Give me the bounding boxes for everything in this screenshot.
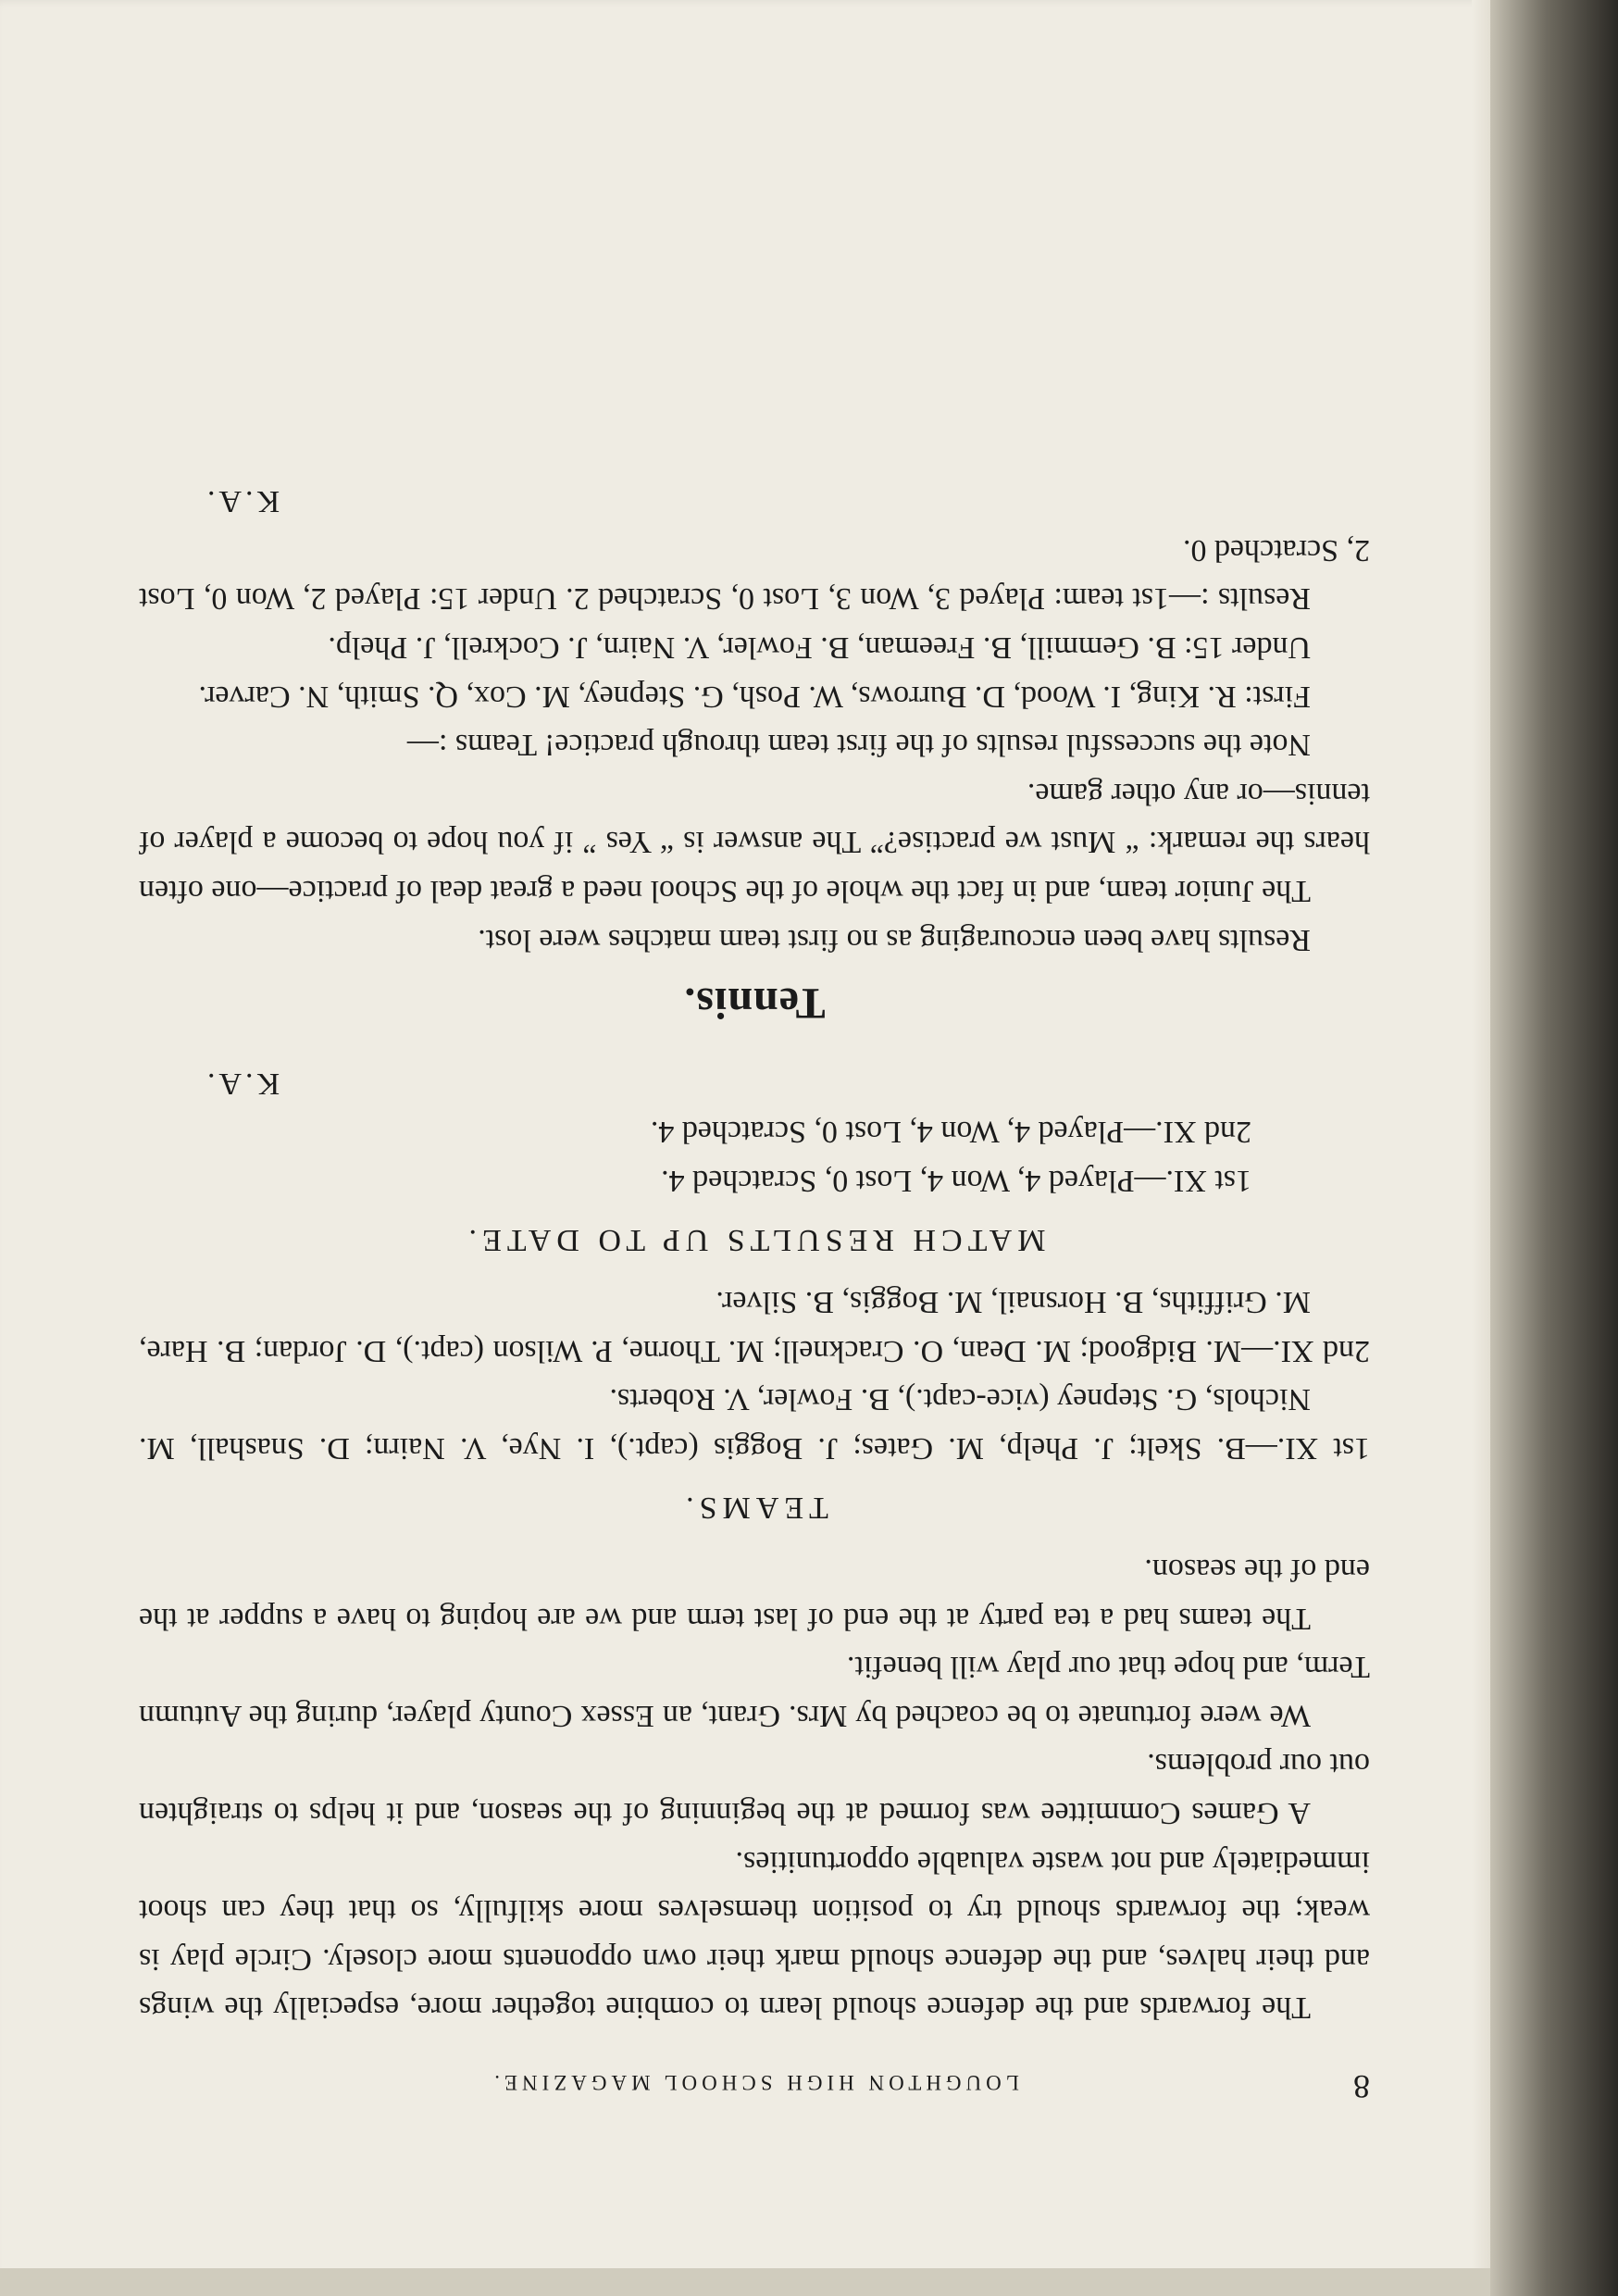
paragraph: A Games Committee was formed at the beginning of the season, and it helps to straighten out our problems. bbox=[139, 1747, 1370, 1831]
paragraph: The Junior team, and in fact the whole of the School need a great deal of practice—one often hears the remark: “ Must we practise?” The answer is “ Yes ” if you hope to become a player of tennis—or any other game. bbox=[139, 776, 1370, 908]
team-list-under-15: Under 15: B. Gemmill, B. Freeman, B. Fowler, V. Nairn, J. Cockrell, J. Phelp. bbox=[328, 630, 1311, 665]
book-spine-shadow bbox=[1488, 0, 1618, 2296]
running-head: LOUGHTON HIGH SCHOOL MAGAZINE. bbox=[490, 2071, 1019, 2094]
team-list-first-xi: 1st XI.—B. Skelt; J. Phelp, M. Gates; J. Boggis (capt.), I. Nye, V. Nairn; D. Snashall, M. Nichols, G. Stepney (vice-capt.), B. Fowler, V. Roberts. bbox=[139, 1382, 1370, 1466]
page-edge bbox=[1472, 0, 1490, 2296]
paragraph: Results have been encouraging as no first team matches were lost. bbox=[478, 922, 1311, 957]
page-bottom-edge bbox=[0, 2268, 1490, 2296]
paragraph: The teams had a tea party at the end of last term and we are hoping to have a supper at the end of the season. bbox=[139, 1553, 1370, 1636]
team-list-first: First: R. King, I. Wood, D. Burrows, W. Posh, G. Stepney, M. Cox, Q. Smith, N. Carver. bbox=[198, 679, 1311, 714]
page-content-rotated bbox=[139, 157, 1370, 2111]
author-signature: K.A. bbox=[204, 1066, 280, 1101]
paragraph: The forwards and the defence should learn to combine together more, especially the wings and their halves, and the defence should mark their own opponents more closely. Circle play is weak; the forwards should try to position themselves more skilfully, so that they can shoot immediately and not waste valuable opportunities. bbox=[139, 1844, 1370, 2026]
author-signature: K.A. bbox=[204, 484, 280, 519]
teams-heading: TEAMS. bbox=[680, 1491, 828, 1526]
page-number: 8 bbox=[1353, 2068, 1370, 2105]
tennis-report bbox=[139, 477, 1370, 1028]
team-list-second-xi: 2nd XI.—M. Bidgood; M. Dean, O. Cracknell; M. Thorne, P. Wilson (capt.), D. Jordan; B. Hare, M. Griffiths, B. Horsnail, M. Boggis, B. Silver. bbox=[139, 1285, 1370, 1368]
result-second-xi: 2nd XI.—Played 4, Won 4, Lost 0, Scratched 4. bbox=[650, 1115, 1251, 1150]
section-title: Tennis. bbox=[683, 979, 826, 1029]
tennis-results: Results :—1st team: Played 3, Won 3, Lost 0, Scratched 2. Under 15: Played 2, Won 0, Lost 2, Scratched 0. bbox=[139, 532, 1370, 617]
page-header bbox=[139, 2057, 1370, 2111]
paragraph: Note the successful results of the first team through practice! Teams :— bbox=[406, 728, 1311, 763]
paragraph: We were fortunate to be coached by Mrs. Grant, an Essex County player, during the Autumn Term, and hope that our play will benefit. bbox=[139, 1650, 1370, 1733]
match-results-heading: MATCH RESULTS UP TO DATE. bbox=[463, 1223, 1046, 1258]
hockey-report bbox=[139, 1058, 1370, 2031]
result-first-xi: 1st XI.—Played 4, Won 4, Lost 0, Scratched 4. bbox=[661, 1163, 1251, 1198]
